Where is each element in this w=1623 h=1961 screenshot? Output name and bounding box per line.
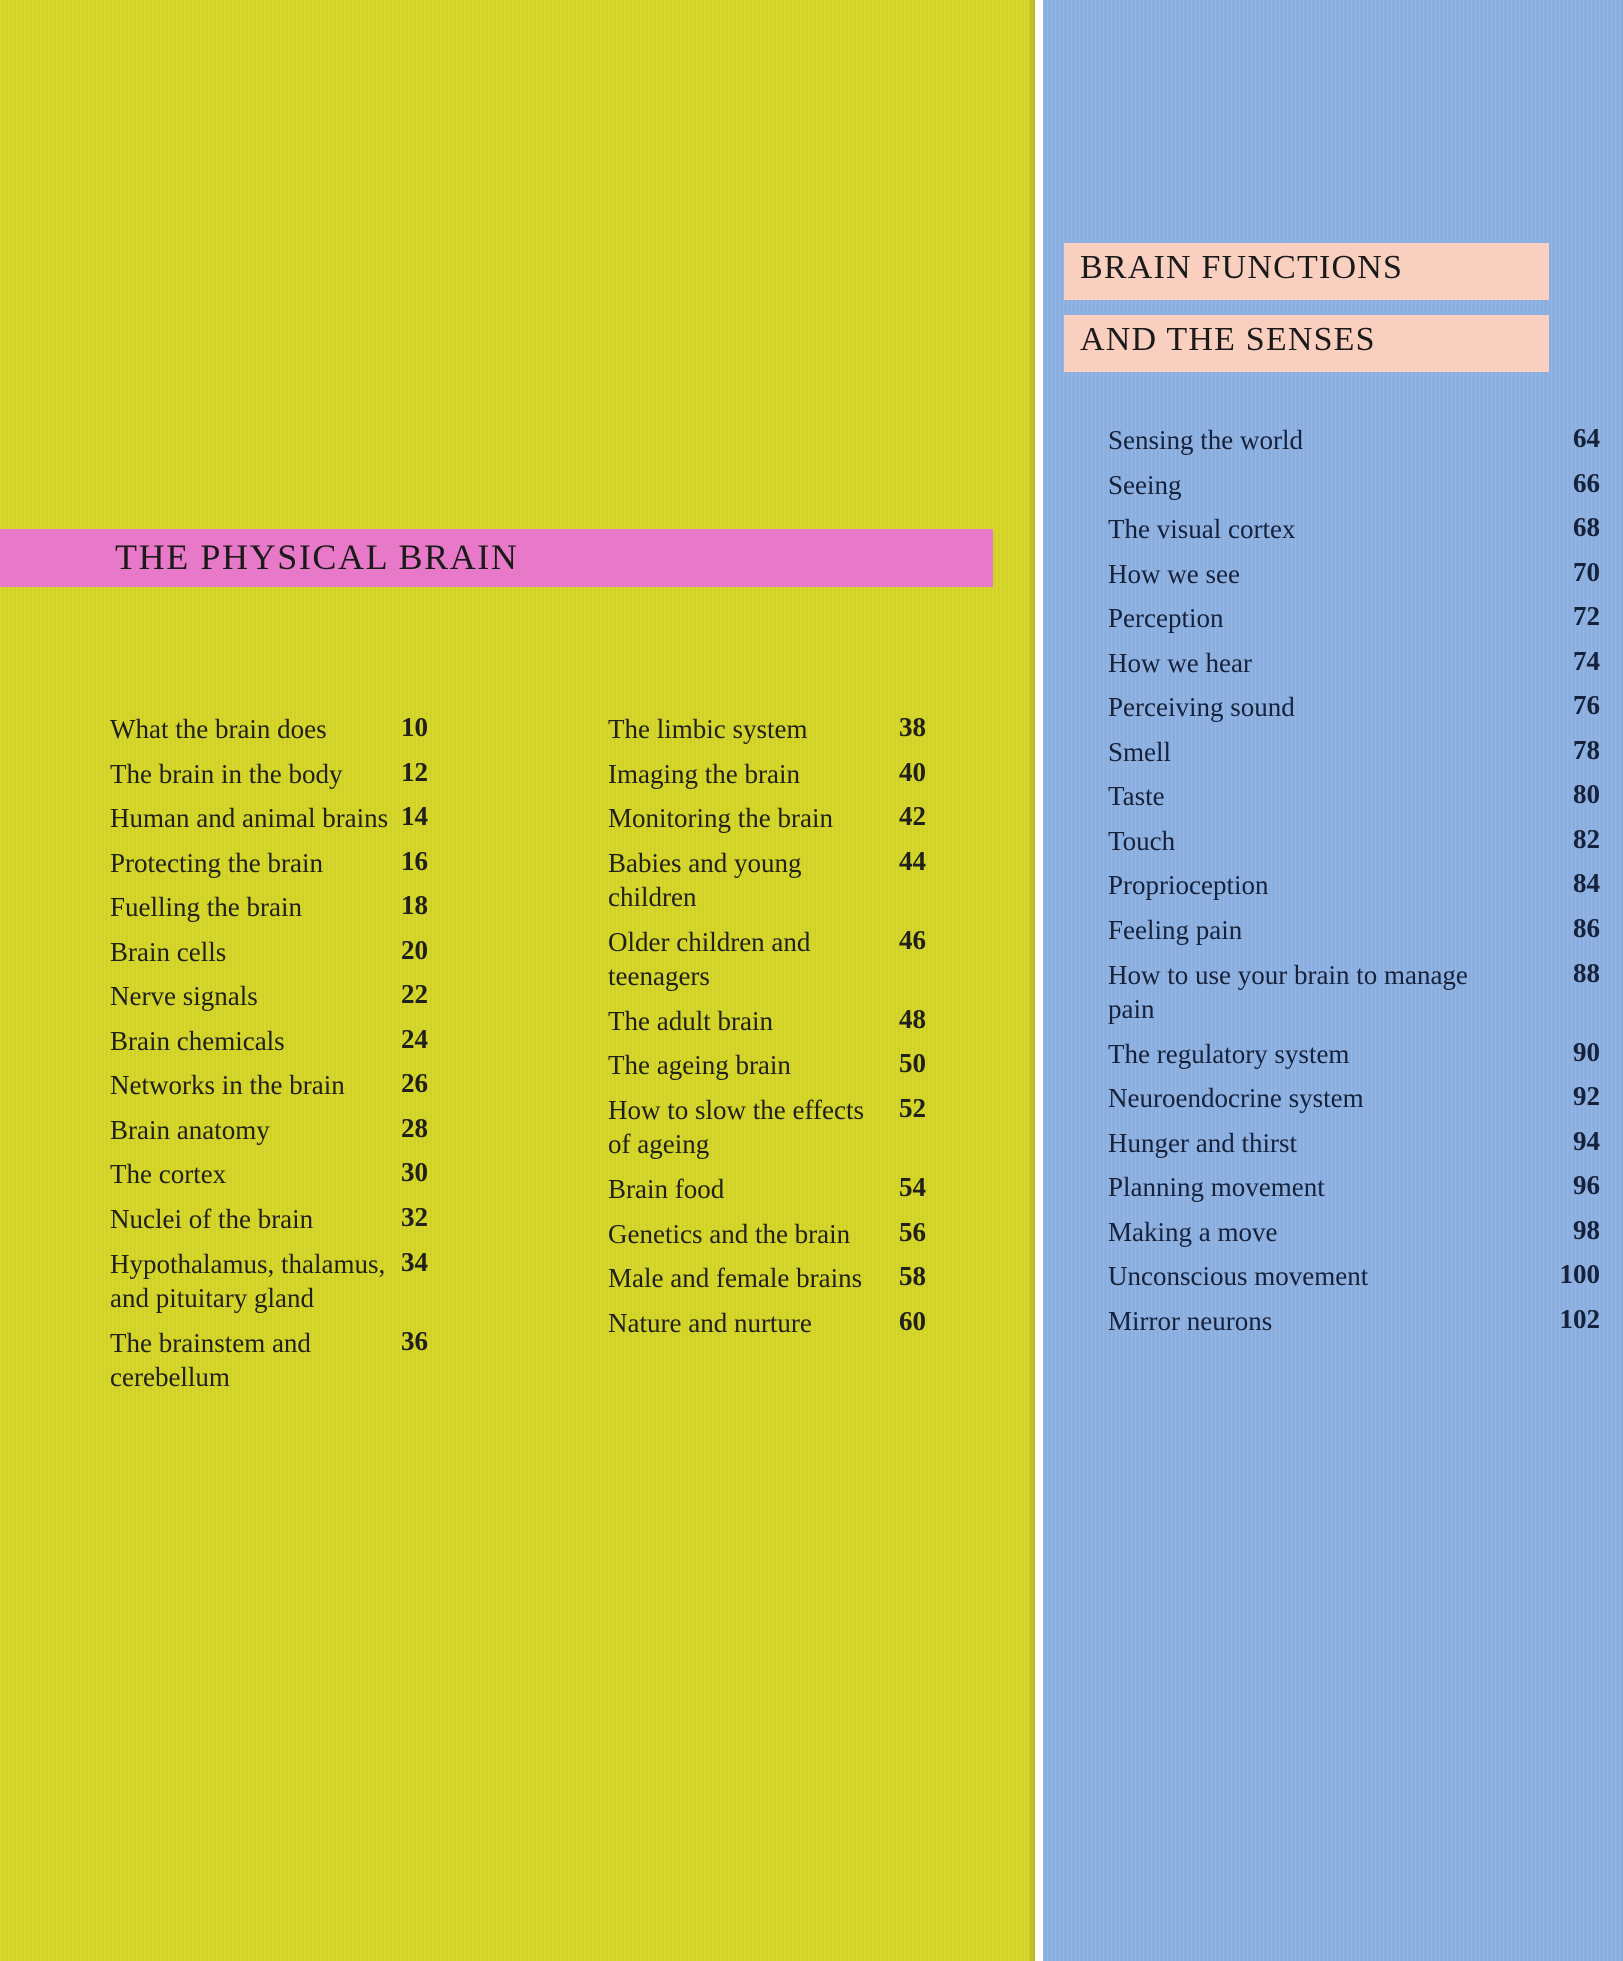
toc-entry-page: 84	[1573, 868, 1600, 899]
toc-entry-title: Older children and teenagers	[608, 926, 811, 992]
list-item[interactable]	[1108, 690, 1598, 725]
list-item[interactable]	[110, 1247, 440, 1316]
toc-entry-title: The brain in the body	[110, 758, 343, 789]
page-gutter	[1035, 0, 1043, 1961]
toc-entry-title: Brain anatomy	[110, 1114, 270, 1145]
section-banner-brain-functions-line1	[1064, 243, 1549, 300]
list-item[interactable]	[1108, 557, 1598, 592]
toc-entry-page: 78	[1573, 734, 1600, 765]
toc-entry-page: 66	[1573, 467, 1600, 498]
list-item[interactable]	[608, 925, 938, 994]
toc-entry-page: 60	[899, 1305, 926, 1336]
toc-entry-title: Babies and young children	[608, 847, 802, 913]
list-item[interactable]	[1108, 868, 1598, 903]
toc-entry-page: 58	[899, 1261, 926, 1292]
list-item[interactable]	[608, 1048, 938, 1083]
toc-entry-title: Perception	[1108, 603, 1224, 634]
list-item[interactable]	[608, 801, 938, 836]
toc-column-right	[1108, 423, 1598, 1348]
toc-entry-page: 26	[401, 1068, 428, 1099]
list-item[interactable]	[1108, 601, 1598, 636]
list-item[interactable]	[110, 1326, 440, 1395]
toc-entry-page: 14	[401, 801, 428, 832]
toc-entry-title: The limbic system	[608, 714, 808, 744]
toc-entry-title: Brain cells	[110, 936, 227, 967]
list-item[interactable]	[1108, 1304, 1598, 1339]
toc-column-left-2	[608, 712, 938, 1350]
list-item[interactable]	[110, 712, 440, 747]
toc-entry-page: 48	[899, 1003, 926, 1034]
toc-entry-page: 22	[401, 979, 428, 1010]
section-banner-brain-functions-line2	[1064, 315, 1549, 372]
toc-entry-page: 100	[1559, 1259, 1600, 1290]
toc-entry-title: Nerve signals	[110, 981, 258, 1012]
list-item[interactable]	[1108, 779, 1598, 814]
toc-entry-title: Making a move	[1108, 1216, 1278, 1247]
toc-entry-title: The visual cortex	[1108, 514, 1296, 545]
list-item[interactable]	[110, 757, 440, 792]
toc-entry-page: 90	[1573, 1036, 1600, 1067]
list-item[interactable]	[608, 1004, 938, 1039]
list-item[interactable]	[1108, 1081, 1598, 1116]
toc-entry-title: Human and animal brains	[110, 803, 389, 834]
list-item[interactable]	[608, 1093, 938, 1162]
list-item[interactable]	[1108, 1259, 1598, 1294]
toc-entry-title: Taste	[1108, 781, 1165, 812]
list-item[interactable]	[1108, 1037, 1598, 1072]
toc-entry-title: The ageing brain	[608, 1050, 791, 1081]
list-item[interactable]	[608, 757, 938, 792]
toc-entry-page: 30	[401, 1157, 428, 1188]
toc-entry-page: 74	[1573, 645, 1600, 676]
toc-entry-title: How we see	[1108, 558, 1240, 589]
toc-entry-title: The cortex	[110, 1159, 227, 1190]
toc-entry-page: 10	[401, 712, 428, 742]
toc-entry-title: The brainstem and cerebellum	[110, 1327, 311, 1393]
toc-entry-page: 80	[1573, 779, 1600, 810]
toc-entry-title: Monitoring the brain	[608, 803, 833, 834]
toc-entry-page: 50	[899, 1048, 926, 1079]
list-item[interactable]	[1108, 913, 1598, 948]
toc-entry-title: How to slow the effects of ageing	[608, 1094, 864, 1160]
list-item[interactable]	[1108, 1126, 1598, 1161]
toc-entry-page: 40	[899, 756, 926, 787]
toc-entry-title: Planning movement	[1108, 1172, 1325, 1203]
list-item[interactable]	[110, 1113, 440, 1148]
list-item[interactable]	[608, 1217, 938, 1252]
toc-entry-title: Seeing	[1108, 469, 1182, 500]
toc-entry-title: Hunger and thirst	[1108, 1127, 1297, 1158]
toc-entry-page: 88	[1573, 957, 1600, 988]
toc-entry-title: Brain food	[608, 1174, 725, 1205]
toc-entry-page: 70	[1573, 556, 1600, 587]
toc-entry-title: The adult brain	[608, 1005, 773, 1036]
toc-entry-title: Neuroendocrine system	[1108, 1083, 1364, 1114]
list-item[interactable]	[1108, 512, 1598, 547]
list-item[interactable]	[1108, 735, 1598, 770]
list-item[interactable]	[1108, 958, 1598, 1027]
toc-column-left-1	[110, 712, 440, 1405]
list-item[interactable]	[110, 1068, 440, 1103]
list-item[interactable]	[110, 1157, 440, 1192]
toc-entry-page: 20	[401, 934, 428, 965]
section-banner-physical-brain	[0, 529, 993, 587]
toc-entry-page: 86	[1573, 913, 1600, 944]
section-title-physical-brain: THE PHYSICAL BRAIN	[115, 537, 519, 577]
list-item[interactable]	[608, 1172, 938, 1207]
toc-entry-page: 82	[1573, 823, 1600, 854]
list-item[interactable]	[608, 712, 938, 747]
toc-entry-title: Nuclei of the brain	[110, 1204, 314, 1235]
list-item[interactable]	[1108, 468, 1598, 503]
toc-entry-title: Mirror neurons	[1108, 1305, 1273, 1336]
toc-entry-title: What the brain does	[110, 714, 327, 744]
toc-entry-title: Imaging the brain	[608, 758, 800, 789]
toc-entry-page: 94	[1573, 1125, 1600, 1156]
toc-entry-page: 18	[401, 890, 428, 921]
list-item[interactable]	[1108, 646, 1598, 681]
toc-entry-page: 102	[1559, 1303, 1600, 1334]
list-item[interactable]	[1108, 824, 1598, 859]
toc-entry-page: 54	[899, 1172, 926, 1203]
toc-entry-page: 32	[401, 1202, 428, 1233]
toc-entry-title: Proprioception	[1108, 870, 1269, 901]
list-item[interactable]	[110, 979, 440, 1014]
section-title-line-2: AND THE SENSES	[1080, 321, 1376, 358]
toc-entry-page: 96	[1573, 1170, 1600, 1201]
list-item[interactable]	[608, 846, 938, 915]
toc-entry-page: 38	[899, 712, 926, 742]
list-item[interactable]	[110, 1202, 440, 1237]
section-title-line-1: BRAIN FUNCTIONS	[1080, 249, 1404, 286]
toc-entry-title: How to use your brain to manage pain	[1108, 959, 1468, 1025]
toc-entry-page: 72	[1573, 601, 1600, 632]
toc-entry-title: Networks in the brain	[110, 1070, 345, 1101]
toc-entry-title: Touch	[1108, 825, 1176, 856]
list-item[interactable]	[608, 1261, 938, 1296]
toc-entry-title: Sensing the world	[1108, 425, 1303, 455]
list-item[interactable]	[110, 801, 440, 836]
toc-entry-title: Brain chemicals	[110, 1025, 285, 1056]
list-item[interactable]	[110, 935, 440, 970]
toc-entry-page: 16	[401, 845, 428, 876]
toc-entry-title: Fuelling the brain	[110, 892, 302, 923]
toc-entry-page: 68	[1573, 512, 1600, 543]
list-item[interactable]	[608, 1306, 938, 1341]
toc-entry-title: Protecting the brain	[110, 847, 323, 878]
toc-entry-title: Feeling pain	[1108, 915, 1243, 946]
toc-entry-title: Perceiving sound	[1108, 692, 1295, 723]
toc-entry-page: 34	[401, 1246, 428, 1277]
list-item[interactable]	[1108, 1170, 1598, 1205]
toc-entry-title: The regulatory system	[1108, 1038, 1350, 1069]
toc-entry-page: 44	[899, 845, 926, 876]
toc-entry-page: 28	[401, 1112, 428, 1143]
right-page	[1043, 0, 1623, 1961]
list-item[interactable]	[110, 1024, 440, 1059]
toc-entry-page: 36	[401, 1325, 428, 1356]
toc-entry-title: Hypothalamus, thalamus, and pituitary gland	[110, 1248, 386, 1314]
toc-entry-page: 12	[401, 756, 428, 787]
toc-entry-page: 98	[1573, 1214, 1600, 1245]
toc-entry-page: 24	[401, 1023, 428, 1054]
toc-entry-title: Genetics and the brain	[608, 1218, 851, 1249]
list-item[interactable]	[110, 846, 440, 881]
list-item[interactable]	[110, 890, 440, 925]
toc-entry-title: Nature and nurture	[608, 1307, 812, 1338]
toc-entry-page: 56	[899, 1216, 926, 1247]
list-item[interactable]	[1108, 423, 1598, 458]
toc-entry-page: 42	[899, 801, 926, 832]
list-item[interactable]	[1108, 1215, 1598, 1250]
toc-entry-title: Male and female brains	[608, 1263, 863, 1294]
toc-entry-title: Unconscious movement	[1108, 1261, 1369, 1292]
toc-entry-page: 52	[899, 1092, 926, 1123]
toc-entry-page: 46	[899, 924, 926, 955]
toc-entry-title: Smell	[1108, 736, 1172, 767]
toc-entry-page: 64	[1573, 423, 1600, 453]
toc-entry-title: How we hear	[1108, 647, 1252, 678]
toc-entry-page: 92	[1573, 1081, 1600, 1112]
toc-entry-page: 76	[1573, 690, 1600, 721]
